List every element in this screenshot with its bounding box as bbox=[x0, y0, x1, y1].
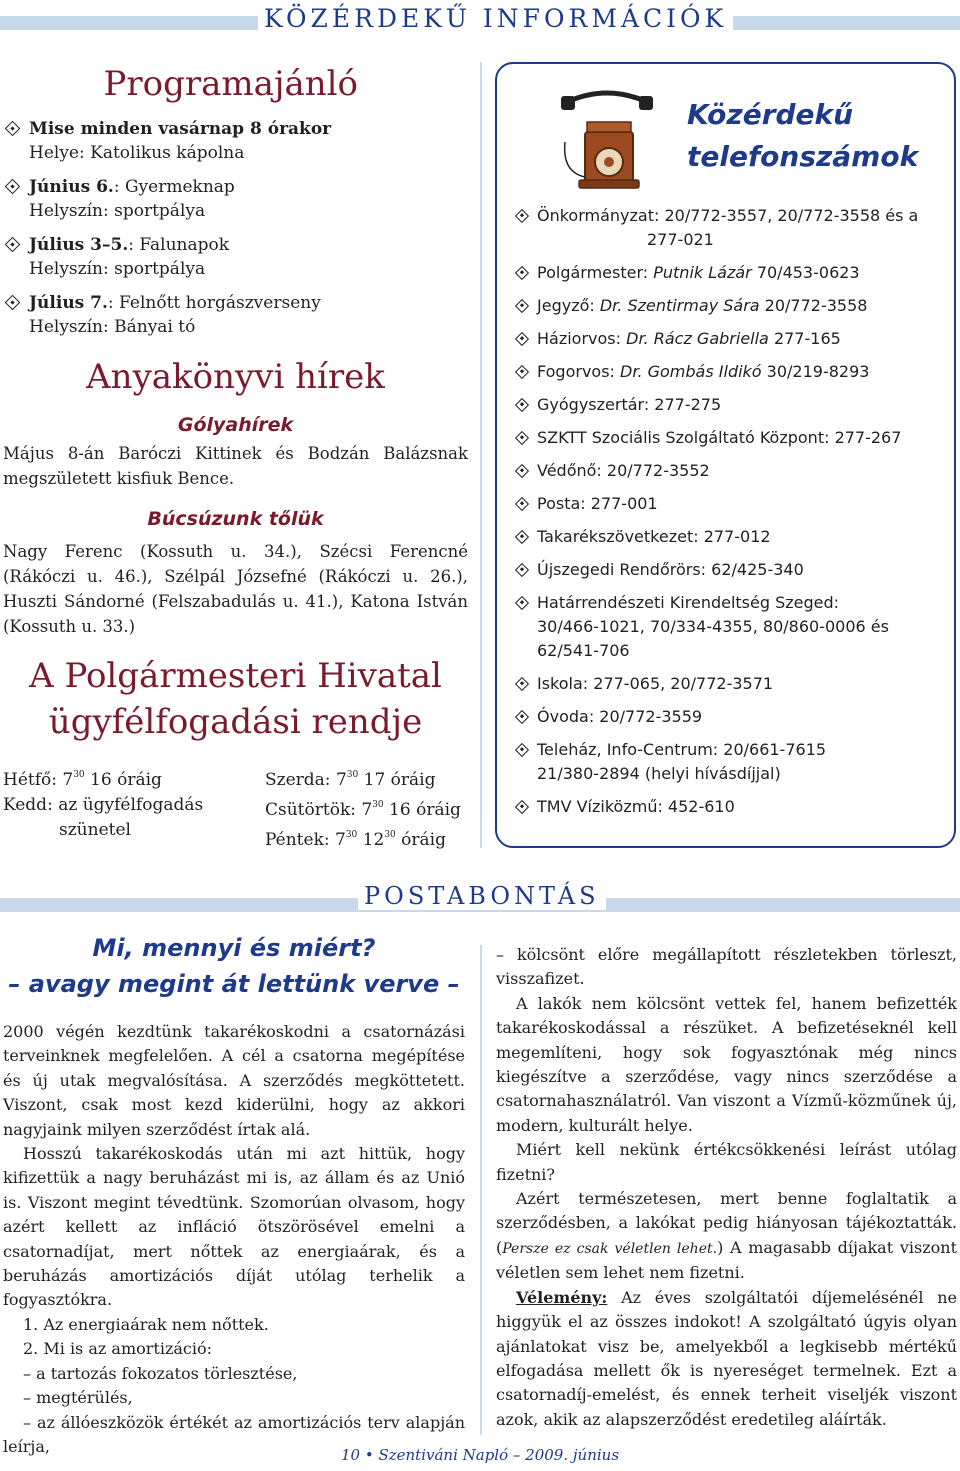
phone-item: Iskola: 277-065, 20/772-3571 bbox=[517, 672, 947, 696]
diamond-bullet-icon bbox=[515, 497, 529, 511]
phone-item: TMV Víziközmű: 452-610 bbox=[517, 795, 947, 819]
program-location: Helyszín: Bányai tó bbox=[29, 317, 196, 337]
deaths-heading: Búcsúzunk tőlük bbox=[147, 508, 324, 530]
deaths-text: Nagy Ferenc (Kossuth u. 34.), Szécsi Ferencné (Rákóczi u. 46.), Szélpál Józsefné (Rákóczi u. 26.), Huszti Sándorné (Felszabadulás u. 41.), Katona István (Kossuth u. 33.) bbox=[3, 542, 468, 636]
office-title-band bbox=[3, 653, 468, 699]
diamond-bullet-icon bbox=[5, 295, 21, 311]
diamond-bullet-icon bbox=[515, 596, 529, 610]
hours-thursday: Csütörtök: $7^{30}$ 16 óráig bbox=[265, 800, 461, 820]
section-title-public-info: KÖZÉRDEKŰ INFORMÁCIÓK bbox=[258, 4, 733, 33]
diamond-bullet-icon bbox=[515, 431, 529, 445]
diamond-bullet-icon bbox=[515, 332, 529, 346]
program-date: Július 3–5. bbox=[29, 235, 129, 255]
article-list-item: – az állóeszközök értékét az amortizációs terv alapján leírja, bbox=[3, 1412, 465, 1456]
diamond-bullet-icon bbox=[515, 800, 529, 814]
opinion-label: Vélemény: bbox=[516, 1287, 608, 1307]
phone-item: Újszegedi Rendőrörs: 62/425-340 bbox=[517, 558, 947, 582]
diamond-bullet-icon bbox=[515, 398, 529, 412]
office-hours bbox=[3, 763, 468, 850]
postal-column-divider bbox=[480, 945, 482, 1435]
article-heading: Mi, mennyi és miért? bbox=[92, 934, 376, 962]
hours-wednesday: Szerda: $7^{30}$ 17 óráig bbox=[265, 770, 436, 790]
phone-item: Háziorvos: Dr. Rácz Gabriella 277-165 bbox=[517, 327, 947, 351]
article-paragraph: 2000 végén kezdtünk takarékoskodni a csatornázási terveinknek megfelelően. A cél a csatorna megépítése és új utak megvalósítása. A szerződés megköttetett. Viszont, csak most kezd kiderülni, hogy az akkori nagyjaink milyen szerződést írtak alá. bbox=[3, 1022, 465, 1139]
registry-title-band bbox=[3, 349, 468, 405]
office-title-line1: A Polgármesteri Hivatal bbox=[29, 656, 442, 696]
hours-monday: Hétfő: $7^{30}$ 16 óráig bbox=[3, 770, 162, 790]
diamond-bullet-icon bbox=[515, 530, 529, 544]
article-list-item: – megtérülés, bbox=[23, 1388, 133, 1408]
diamond-bullet-icon bbox=[515, 365, 529, 379]
program-location: Helyszín: sportpálya bbox=[29, 201, 206, 221]
left-column bbox=[3, 55, 468, 850]
article-paragraph: Azért természetesen, mert benne foglaltatik a szerződésben, a lakókat pedig hiányosan tájékoztatták. (Persze ez csak véletlen lehet.) A magasabb díjakat viszont véletlen sem lehet nem fizetni. bbox=[496, 1189, 957, 1283]
program-date: Június 6. bbox=[29, 177, 114, 197]
diamond-bullet-icon bbox=[515, 677, 529, 691]
program-item bbox=[3, 175, 468, 223]
hours-friday: Péntek: $7^{30}$ $12^{30}$ óráig bbox=[265, 830, 447, 850]
phone-item: Teleház, Info-Centrum: 20/661-7615 21/380-2894 (helyi hívásdíjjal) bbox=[517, 738, 947, 786]
article-list-item: 1. Az energiaárak nem nőttek. bbox=[23, 1314, 269, 1334]
phone-title bbox=[687, 94, 918, 178]
program-item bbox=[3, 233, 468, 281]
phone-item: Jegyző: Dr. Szentirmay Sára 20/772-3558 bbox=[517, 294, 947, 318]
phone-list bbox=[517, 204, 947, 828]
diamond-bullet-icon bbox=[515, 209, 529, 223]
diamond-bullet-icon bbox=[5, 179, 21, 195]
phone-item: Óvoda: 20/772-3559 bbox=[517, 705, 947, 729]
hours-tuesday: Kedd: az ügyfélfogadás bbox=[3, 795, 204, 815]
diamond-bullet-icon bbox=[515, 743, 529, 757]
births-text: Május 8-án Baróczi Kittinek és Bodzán Balázsnak megszületett kisfiuk Bence. bbox=[3, 444, 468, 488]
program-name: : Falunapok bbox=[128, 235, 230, 255]
article-left-text bbox=[3, 1020, 465, 1459]
phone-item: Fogorvos: Dr. Gombás Ildikó 30/219-8293 bbox=[517, 360, 947, 384]
postal-left-column bbox=[3, 930, 465, 1459]
program-name: : Gyermeknap bbox=[113, 177, 235, 197]
phone-item: Gyógyszertár: 277-275 bbox=[517, 393, 947, 417]
programs-title: Programajánló bbox=[103, 64, 358, 104]
phone-title-line1: Közérdekű bbox=[687, 98, 854, 131]
phone-item: Takarékszövetkezet: 277-012 bbox=[517, 525, 947, 549]
article-right-text bbox=[496, 943, 957, 1432]
diamond-bullet-icon bbox=[515, 464, 529, 478]
program-item bbox=[3, 117, 468, 165]
section-title-postal: POSTABONTÁS bbox=[358, 882, 606, 910]
births-heading: Gólyahírek bbox=[177, 414, 294, 436]
diamond-bullet-icon bbox=[515, 266, 529, 280]
diamond-bullet-icon bbox=[5, 237, 21, 253]
article-paragraph: Miért kell nekünk értékcsökkenési leírást utólag fizetni? bbox=[496, 1140, 957, 1184]
article-paragraph: – kölcsönt előre megállapított részletekben törleszt, visszafizet. bbox=[496, 945, 957, 989]
office-title-line2: ügyfélfogadási rendje bbox=[48, 702, 423, 742]
hours-right bbox=[265, 763, 461, 853]
hours-tuesday-note: szünetel bbox=[59, 820, 131, 840]
phone-numbers-box bbox=[495, 62, 956, 848]
program-name: : Felnőtt horgászverseny bbox=[107, 293, 321, 313]
column-divider bbox=[480, 62, 482, 848]
telephone-icon bbox=[557, 82, 657, 192]
diamond-bullet-icon bbox=[515, 299, 529, 313]
article-paragraph: Hosszú takarékoskodás után mi azt hittük, hogy kifizettük a nagy beruházást mi is, az állam és az Unió is. Viszont megint tévedtünk. Szomorúan olvasom, hogy azért kellett az infláció ötszörösével emelni a csatornadíjat, mert nőttek az energiaárak, és a beruházás amortizációs díját utólag terhelik a fogyasztókra. bbox=[3, 1144, 465, 1310]
programs-list bbox=[3, 117, 468, 339]
phone-title-line2: telefonszámok bbox=[687, 140, 919, 173]
article-subheading: – avagy megint át lettünk verve – bbox=[8, 970, 460, 998]
registry-title: Anyakönyvi hírek bbox=[86, 357, 385, 397]
diamond-bullet-icon bbox=[515, 563, 529, 577]
postal-right-column bbox=[496, 943, 957, 1432]
program-item bbox=[3, 291, 468, 339]
diamond-bullet-icon bbox=[515, 710, 529, 724]
page-footer: 10 • Szentiváni Napló – 2009. június bbox=[340, 1446, 620, 1464]
article-list-item: – a tartozás fokozatos törlesztése, bbox=[23, 1363, 298, 1383]
hours-left bbox=[3, 763, 203, 843]
programs-title-band bbox=[3, 55, 468, 113]
phone-item: Védőnő: 20/772-3552 bbox=[517, 459, 947, 483]
phone-item: Posta: 277-001 bbox=[517, 492, 947, 516]
diamond-bullet-icon bbox=[5, 121, 21, 137]
article-paragraph: A lakók nem kölcsönt vettek fel, hanem befizették takarékoskodással a részüket. A befizetéseknél kell megemlíteni, hogy sok fogyasztónak még nincs kiegészítve a szerződése, vagy nincs szerződése a csatornahasználatról. Van viszont a Vízmű-közműnek új, modern, kulturált helye. bbox=[496, 993, 957, 1135]
phone-item: Polgármester: Putnik Lázár 70/453-0623 bbox=[517, 261, 947, 285]
program-date: Július 7. bbox=[29, 293, 108, 313]
program-title: Mise minden vasárnap 8 órakor bbox=[29, 119, 332, 139]
article-list-item: 2. Mi is az amortizáció: bbox=[23, 1339, 213, 1359]
program-location: Helyszín: sportpálya bbox=[29, 259, 206, 279]
program-location: Helye: Katolikus kápolna bbox=[29, 143, 245, 163]
opinion-paragraph: Vélemény: Az éves szolgáltatói díjemelésénél ne higgyük el az összes indokot! A szolgáltató úgyis olyan ajánlatokat visz be, amelyekből a legkisebb mértékű elfogadása mellett ők is nyereséget termelnek. Ezt a csatornadíj-emelést, és ennek terheit viseljék viszont azok, akik az alapszerződést eredetileg aláírták. bbox=[496, 1287, 957, 1429]
phone-item: SZKTT Szociális Szolgáltató Központ: 277-267 bbox=[517, 426, 947, 450]
phone-item: Határrendészeti Kirendeltség Szeged: 30/466-1021, 70/334-4355, 80/860-0006 és 62/541-706 bbox=[517, 591, 947, 663]
phone-item: Önkormányzat: 20/772-3557, 20/772-3558 és a 277-021 bbox=[517, 204, 947, 252]
